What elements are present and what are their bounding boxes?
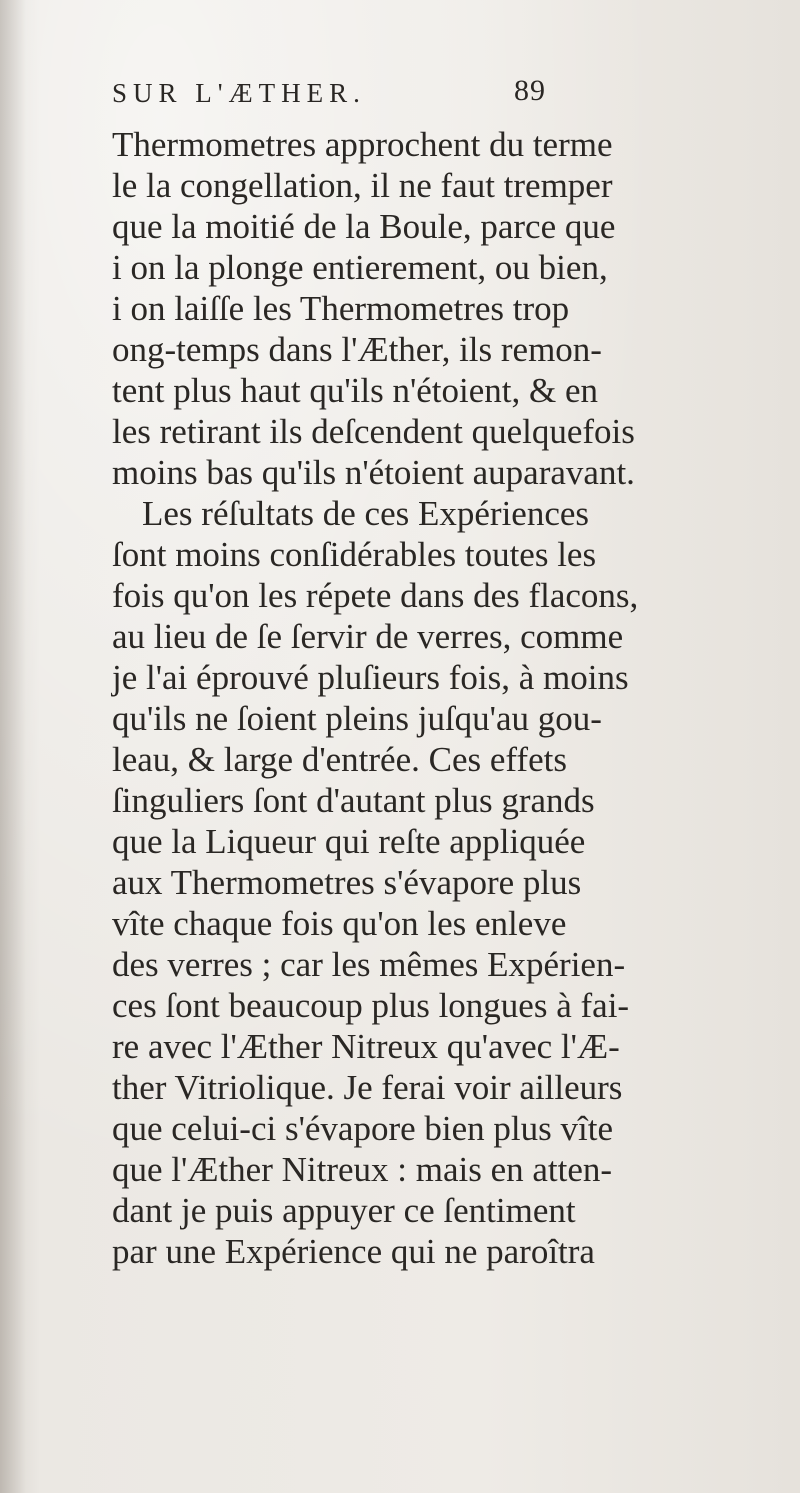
running-title: SUR L'ÆTHER. bbox=[112, 78, 366, 108]
text-line: fois qu'on les répete dans des flacons, bbox=[112, 576, 639, 615]
text-line: que la moitié de la Boule, parce que bbox=[112, 207, 616, 246]
text-line: moins bas qu'ils n'étoient auparavant. bbox=[112, 453, 635, 492]
text-line: le la congellation, il ne faut tremper bbox=[112, 166, 613, 205]
text-line: Thermometres approchent du terme bbox=[112, 125, 613, 164]
text-line: par une Expérience qui ne paroîtra bbox=[112, 1232, 595, 1271]
text-line: que la Liqueur qui reſte appliquée bbox=[112, 822, 586, 861]
text-line: tent plus haut qu'ils n'étoient, & en bbox=[112, 371, 599, 410]
text-line: ces ſont beaucoup plus longues à fai- bbox=[112, 986, 630, 1025]
page-number: 89 bbox=[514, 74, 546, 107]
text-line: re avec l'Æther Nitreux qu'avec l'Æ- bbox=[112, 1027, 620, 1066]
page-header bbox=[112, 74, 672, 118]
text-line: qu'ils ne ſoient pleins juſqu'au gou- bbox=[112, 699, 602, 738]
text-line: leau, & large d'entrée. Ces effets bbox=[112, 740, 567, 779]
text-line: je l'ai éprouvé pluſieurs fois, à moins bbox=[112, 658, 629, 697]
text-line: des verres ; car les mêmes Expérien- bbox=[112, 945, 626, 984]
text-line: ſinguliers ſont d'autant plus grands bbox=[112, 781, 595, 820]
text-line: Les réſultats de ces Expériences bbox=[142, 494, 590, 533]
text-line: ther Vitriolique. Je ferai voir ailleurs bbox=[112, 1068, 623, 1107]
text-line: que l'Æther Nitreux : mais en atten- bbox=[112, 1150, 613, 1189]
gutter-shadow bbox=[0, 0, 26, 1493]
text-line: au lieu de ſe ſervir de verres, comme bbox=[112, 617, 624, 656]
text-line: les retirant ils deſcendent quelquefois bbox=[112, 412, 635, 451]
text-line: ſont moins conſidérables toutes les bbox=[112, 535, 597, 574]
text-line: i on la plonge entierement, ou bien, bbox=[112, 248, 608, 287]
text-line: i on laiſſe les Thermometres trop bbox=[112, 289, 570, 328]
text-line: vîte chaque fois qu'on les enleve bbox=[112, 904, 567, 943]
text-line: ong-temps dans l'Æther, ils remon- bbox=[112, 330, 602, 369]
text-line: aux Thermometres s'évapore plus bbox=[112, 863, 582, 902]
text-line: dant je puis appuyer ce ſentiment bbox=[112, 1191, 576, 1230]
text-line: que celui-ci s'évapore bien plus vîte bbox=[112, 1109, 613, 1148]
